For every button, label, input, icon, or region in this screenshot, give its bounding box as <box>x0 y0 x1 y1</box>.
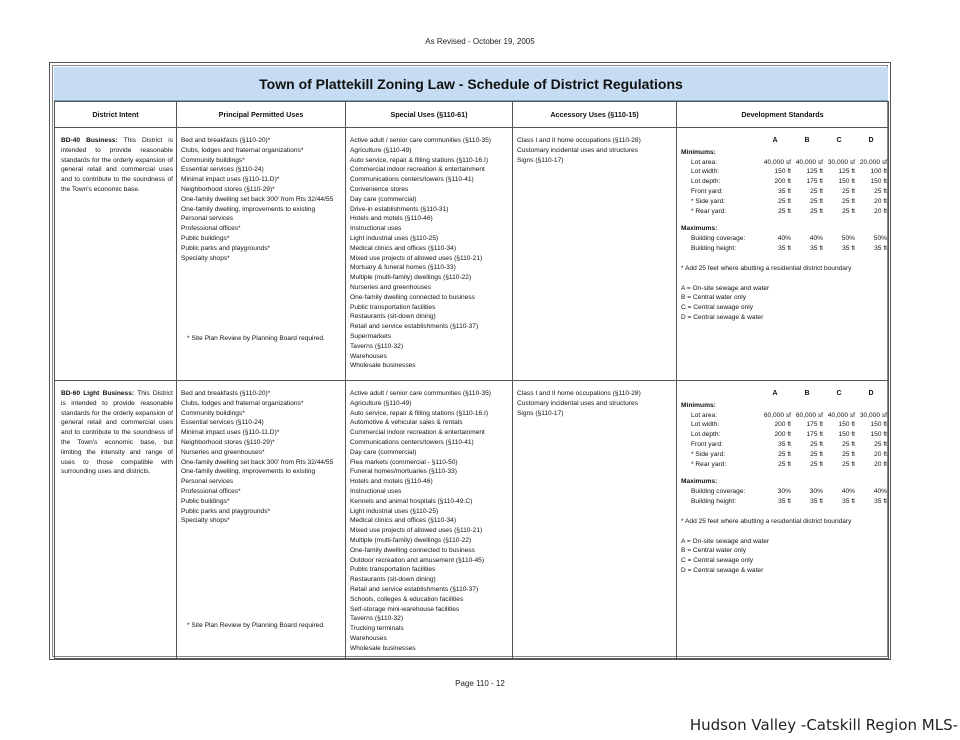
special-use-item: Multiple (multi-family) dwellings (§110-22) <box>350 536 472 544</box>
special-use-item: Restaurants (sit-down dining) <box>350 576 436 584</box>
standards-value: 150 ft <box>838 431 855 439</box>
standards-value: 25 ft <box>778 197 791 205</box>
accessory-uses-cell <box>513 381 677 659</box>
standards-value: 20 ft <box>874 460 887 468</box>
standards-row <box>681 430 887 440</box>
special-use-item: Trucking terminals <box>350 625 404 633</box>
accessory-use-item: Signs (§110-17) <box>517 409 564 417</box>
standards-value: 100 ft <box>870 168 887 176</box>
site-plan-note: * Site Plan Review by Planning Board required. <box>187 335 325 342</box>
special-use-item: Mortuary & funeral homes (§110-33) <box>350 264 456 272</box>
special-use-item: Hotels and motels (§110-46) <box>350 478 433 486</box>
standards-value: 25 ft <box>810 440 823 448</box>
principal-use-item: Personal services <box>181 478 234 486</box>
standards-value: 20,000 sf <box>859 158 887 166</box>
special-use-item: Communications centers/towers (§110-41) <box>350 176 474 184</box>
accessory-use-item: Class I and II home occupations (§110-28) <box>517 390 641 397</box>
standards-label: * Rear yard: <box>691 460 727 468</box>
special-use-item: Funeral homes/mortuaries (§110-33) <box>350 468 457 476</box>
table-row <box>55 381 889 659</box>
standards-value: 25 ft <box>810 450 823 458</box>
special-use-item: Agriculture (§110-49) <box>350 146 412 154</box>
sewage-water-legend-item: D = Central sewage & water <box>681 566 764 574</box>
district-name: BD-40 Business: <box>61 137 118 144</box>
principal-use-item: Bed and breakfasts (§110-20)* <box>181 137 271 144</box>
special-use-item: Day care (commercial) <box>350 195 417 203</box>
standards-label: Lot area: <box>691 411 718 419</box>
standards-value: 35 ft <box>778 187 791 195</box>
principal-use-item: Minimal impact uses (§110-11.D)* <box>181 176 280 184</box>
special-use-item: Kennels and animal hospitals (§110-49.C) <box>350 497 473 505</box>
standards-row <box>681 497 887 507</box>
special-use-item: Restaurants (sit-down dining) <box>350 313 436 321</box>
standards-label: Front yard: <box>691 440 723 448</box>
col-header-district-intent: District Intent <box>55 102 177 128</box>
standards-value: 175 ft <box>806 431 823 439</box>
special-use-item: Nurseries and greenhouses <box>350 283 432 291</box>
special-use-item: Instructional uses <box>350 487 402 495</box>
standards-value: 35 ft <box>810 497 823 505</box>
special-use-item: Supermarkets <box>350 332 392 340</box>
standards-value: 150 ft <box>870 178 887 186</box>
standards-label: * Rear yard: <box>691 207 727 215</box>
mls-watermark: Hudson Valley -Catskill Region MLS- <box>689 716 958 734</box>
principal-use-item: Clubs, lodges and fraternal organizations* <box>181 399 304 407</box>
standards-row <box>681 411 887 421</box>
sewage-water-legend-item: B = Central water only <box>681 547 747 555</box>
standards-section-label: Minimums: <box>681 401 716 409</box>
standards-row <box>681 450 887 460</box>
standards-value: 25 ft <box>874 187 887 195</box>
accessory-use-item: Class I and II home occupations (§110-28) <box>517 137 641 144</box>
standards-row <box>681 197 887 207</box>
standards-label: Building height: <box>691 244 737 252</box>
special-use-item: One-family dwelling connected to business <box>350 293 475 301</box>
standards-value: 30% <box>809 488 823 496</box>
district-regulations-table <box>54 101 889 659</box>
standards-value: 40,000 sf <box>827 411 855 419</box>
standards-label: Lot depth: <box>691 431 721 439</box>
standards-value: 200 ft <box>774 421 791 429</box>
special-use-item: Commercial indoor recreation & entertainment <box>350 429 485 437</box>
special-use-item: Retail and service establishments (§110-37) <box>350 585 479 593</box>
special-use-item: Multiple (multi-family) dwellings (§110-22) <box>350 274 472 282</box>
special-use-item: Auto service, repair & filling stations (§110-16.I) <box>350 156 489 164</box>
special-use-item: Active adult / senior care communities (§110-35) <box>350 390 491 397</box>
standards-value: 175 ft <box>806 421 823 429</box>
standards-value: 125 ft <box>806 168 823 176</box>
standards-row <box>681 187 887 197</box>
principal-use-item: One-family dwelling, improvements to existing <box>181 468 316 476</box>
setback-footnote: * Add 25 feet where abutting a residential district boundary <box>681 517 852 525</box>
dimensional-standards-table <box>681 136 887 254</box>
standards-label: * Side yard: <box>691 450 726 458</box>
sewage-water-legend-item: A = On-site sewage and water <box>681 537 770 545</box>
standards-col-letter: A <box>772 390 778 397</box>
special-use-item: Instructional uses <box>350 225 402 233</box>
principal-use-item: Essential services (§110-24) <box>181 419 264 427</box>
special-use-item: Flea markets (commercial - §110-50) <box>350 458 458 466</box>
standards-value: 25 ft <box>778 207 791 215</box>
standards-value: 30,000 sf <box>827 158 855 166</box>
standards-value: 25 ft <box>842 440 855 448</box>
standards-value: 35 ft <box>842 244 855 252</box>
special-use-item: Active adult / senior care communities (§110-35) <box>350 137 491 144</box>
standards-value: 30,000 sf <box>859 411 887 419</box>
standards-value: 25 ft <box>874 440 887 448</box>
principal-use-item: Public buildings* <box>181 497 230 505</box>
special-use-item: Self-storage mini-warehouse facilities <box>350 605 460 613</box>
special-uses-cell <box>346 128 513 381</box>
principal-use-item: Community buildings* <box>181 156 245 164</box>
standards-row <box>681 167 887 177</box>
accessory-use-item: Customary incidental uses and structures <box>517 399 638 407</box>
standards-row <box>681 487 887 497</box>
special-use-item: Taverns (§110-32) <box>350 342 404 350</box>
standards-value: 150 ft <box>774 168 791 176</box>
special-use-item: Public transportation facilities <box>350 303 436 311</box>
standards-value: 150 ft <box>838 178 855 186</box>
standards-section-label: Minimums: <box>681 148 716 156</box>
principal-use-item: One-family dwelling, improvements to existing <box>181 205 316 213</box>
standards-value: 50% <box>873 235 887 243</box>
standards-value: 30% <box>777 488 791 496</box>
standards-value: 35 ft <box>778 244 791 252</box>
standards-col-letter: B <box>804 137 810 144</box>
principal-use-item: Clubs, lodges and fraternal organizations* <box>181 146 304 154</box>
standards-row <box>681 440 887 450</box>
standards-value: 35 ft <box>810 244 823 252</box>
principal-use-item: Public buildings* <box>181 234 230 242</box>
principal-uses-cell <box>177 381 346 659</box>
principal-use-item: Bed and breakfasts (§110-20)* <box>181 390 271 397</box>
special-use-item: Light industrial uses (§110-25) <box>350 234 439 242</box>
setback-footnote: * Add 25 feet where abutting a residential district boundary <box>681 264 852 272</box>
standards-label: * Side yard: <box>691 197 726 205</box>
standards-row <box>681 460 887 470</box>
principal-use-item: Minimal impact uses (§110-11.D)* <box>181 429 280 437</box>
special-use-item: Communications centers/towers (§110-41) <box>350 438 474 446</box>
standards-row <box>681 244 887 254</box>
page-number: Page 110 - 12 <box>455 679 505 688</box>
principal-use-item: Community buildings* <box>181 409 245 417</box>
sewage-water-legend-item: C = Central sewage only <box>681 557 754 565</box>
standards-value: 25 ft <box>810 460 823 468</box>
standards-header-row <box>681 136 887 148</box>
standards-label: Building height: <box>691 497 737 505</box>
standards-value: 60,000 sf <box>763 411 791 419</box>
standards-value: 150 ft <box>870 421 887 429</box>
district-intent-cell <box>55 381 177 659</box>
special-use-item: Wholesale businesses <box>350 644 416 652</box>
standards-row <box>681 234 887 244</box>
district-intent-cell <box>55 128 177 381</box>
principal-uses-cell <box>177 128 346 381</box>
principal-use-item: Professional offices* <box>181 225 241 233</box>
dimensional-standards-table <box>681 389 887 507</box>
standards-value: 150 ft <box>870 431 887 439</box>
standards-value: 40,000 sf <box>795 158 823 166</box>
special-use-item: Medical clinics and offices (§110-34) <box>350 517 457 525</box>
special-use-item: Retail and service establishments (§110-37) <box>350 323 479 331</box>
principal-use-item: Neighborhood stores (§110-29)* <box>181 438 275 446</box>
table-header-row <box>55 102 889 128</box>
standards-label: Lot width: <box>691 421 720 429</box>
sewage-water-legend-item: B = Central water only <box>681 294 747 302</box>
standards-value: 25 ft <box>778 450 791 458</box>
special-use-item: Outdoor recreation and amusement (§110-45) <box>350 556 485 564</box>
standards-value: 25 ft <box>842 197 855 205</box>
revision-date: As Revised - October 19, 2005 <box>425 37 535 46</box>
principal-use-item: One-family dwelling set back 300' from Rts 32/44/55 <box>181 195 334 203</box>
standards-value: 35 ft <box>778 440 791 448</box>
special-use-item: Warehouses <box>350 634 387 642</box>
standards-col-letter: D <box>868 137 874 144</box>
standards-value: 40% <box>777 235 791 243</box>
standards-value: 175 ft <box>806 178 823 186</box>
sewage-water-legend-item: D = Central sewage & water <box>681 313 764 321</box>
standards-value: 20 ft <box>874 197 887 205</box>
standards-value: 35 ft <box>874 497 887 505</box>
standards-col-letter: C <box>836 137 842 144</box>
special-use-item: Auto service, repair & filling stations (§110-16.I) <box>350 409 489 417</box>
standards-value: 25 ft <box>810 197 823 205</box>
standards-col-letter: B <box>804 390 810 397</box>
special-use-item: Medical clinics and offices (§110-34) <box>350 244 457 252</box>
standards-value: 25 ft <box>810 187 823 195</box>
standards-value: 35 ft <box>874 244 887 252</box>
standards-value: 35 ft <box>842 497 855 505</box>
standards-col-letter: A <box>772 137 778 144</box>
principal-use-item: Personal services <box>181 215 234 223</box>
standards-value: 25 ft <box>842 187 855 195</box>
standards-value: 40,000 sf <box>763 158 791 166</box>
special-use-item: Wholesale businesses <box>350 362 416 370</box>
standards-value: 20 ft <box>874 450 887 458</box>
standards-section-label: Maximums: <box>681 478 718 486</box>
standards-col-letter: C <box>836 390 842 397</box>
col-header-principal-uses: Principal Permitted Uses <box>177 102 346 128</box>
standards-value: 35 ft <box>778 497 791 505</box>
standards-row <box>681 420 887 430</box>
standards-value: 25 ft <box>810 207 823 215</box>
special-use-item: Light industrial uses (§110-25) <box>350 507 439 515</box>
standards-value: 25 ft <box>842 460 855 468</box>
special-use-item: Warehouses <box>350 352 387 360</box>
principal-use-item: Public parks and playgrounds* <box>181 244 271 252</box>
special-uses-cell <box>346 381 513 659</box>
col-header-special-uses: Special Uses (§110-61) <box>346 102 513 128</box>
special-use-item: Mixed use projects of allowed uses (§110-21) <box>350 254 483 262</box>
standards-section-label: Maximums: <box>681 225 718 233</box>
special-use-item: Taverns (§110-32) <box>350 615 404 623</box>
special-use-item: Public transportation facilities <box>350 566 436 574</box>
col-header-development-standards: Development Standards <box>677 102 889 128</box>
standards-label: Building coverage: <box>691 235 746 243</box>
site-plan-note: * Site Plan Review by Planning Board required. <box>187 622 325 629</box>
special-use-item: Schools, colleges & education facilities <box>350 595 464 603</box>
principal-use-item: Professional offices* <box>181 487 241 495</box>
schedule-title: Town of Plattekill Zoning Law - Schedule of District Regulations <box>54 67 888 101</box>
district-intent-text: This District is intended to provide reasonable standards for the orderly expansion of general retail and commercial uses and to contribute to the soundness of the Town's economic base. <box>61 137 174 193</box>
special-use-item: Mixed use projects of allowed uses (§110-21) <box>350 527 483 535</box>
special-use-item: Drive-in establishments (§110-31) <box>350 205 449 213</box>
principal-use-item: Specialty shops* <box>181 254 230 262</box>
principal-use-item: One-family dwelling set back 300' from Rts 32/44/55 <box>181 458 334 466</box>
standards-value: 25 ft <box>842 207 855 215</box>
standards-col-letter: D <box>868 390 874 397</box>
standards-value: 50% <box>841 235 855 243</box>
sewage-water-legend-item: C = Central sewage only <box>681 304 754 312</box>
accessory-uses-cell <box>513 128 677 381</box>
principal-use-item: Nurseries and greenhouses* <box>181 448 265 456</box>
standards-value: 25 ft <box>842 450 855 458</box>
sewage-water-legend-item: A = On-site sewage and water <box>681 284 770 292</box>
standards-value: 150 ft <box>838 421 855 429</box>
standards-row <box>681 177 887 187</box>
special-use-item: Day care (commercial) <box>350 448 417 456</box>
col-header-accessory-uses: Accessory Uses (§110-15) <box>513 102 677 128</box>
standards-header-row <box>681 389 887 401</box>
standards-label: Building coverage: <box>691 488 746 496</box>
standards-value: 40% <box>873 488 887 496</box>
district-intent-text: This District is intended to provide reasonable standards for the orderly expansion of general retail and commercial uses and to contribute to the soundness of the Town's economic base, but limiting the intensity and range of uses to those compatible with surrounding uses and districts. <box>61 390 173 476</box>
standards-label: Lot width: <box>691 168 720 176</box>
special-use-item: Hotels and motels (§110-46) <box>350 215 433 223</box>
principal-use-item: Essential services (§110-24) <box>181 166 264 174</box>
standards-value: 200 ft <box>774 178 791 186</box>
special-use-item: Convenience stores <box>350 185 409 193</box>
special-use-item: One-family dwelling connected to business <box>350 546 475 554</box>
standards-label: Lot depth: <box>691 178 721 186</box>
development-standards-cell <box>677 128 889 381</box>
special-use-item: Automotive & vehicular sales & rentals <box>350 419 463 427</box>
special-use-item: Commercial indoor recreation & entertainment <box>350 166 485 174</box>
schedule-frame <box>49 62 891 660</box>
district-name: BD-60 Light Business: <box>61 390 135 397</box>
table-row <box>55 128 889 381</box>
standards-label: Lot area: <box>691 158 718 166</box>
special-use-item: Agriculture (§110-49) <box>350 399 412 407</box>
standards-value: 20 ft <box>874 207 887 215</box>
standards-label: Front yard: <box>691 187 723 195</box>
standards-row <box>681 158 887 168</box>
standards-value: 125 ft <box>838 168 855 176</box>
development-standards-cell <box>677 381 889 659</box>
principal-use-item: Public parks and playgrounds* <box>181 507 271 515</box>
standards-row <box>681 207 887 217</box>
standards-value: 40% <box>841 488 855 496</box>
principal-use-item: Neighborhood stores (§110-29)* <box>181 185 275 193</box>
standards-value: 200 ft <box>774 431 791 439</box>
accessory-use-item: Customary incidental uses and structures <box>517 146 638 154</box>
standards-value: 25 ft <box>778 460 791 468</box>
standards-value: 40% <box>809 235 823 243</box>
accessory-use-item: Signs (§110-17) <box>517 156 564 164</box>
principal-use-item: Specialty shops* <box>181 517 230 525</box>
standards-value: 60,000 sf <box>795 411 823 419</box>
